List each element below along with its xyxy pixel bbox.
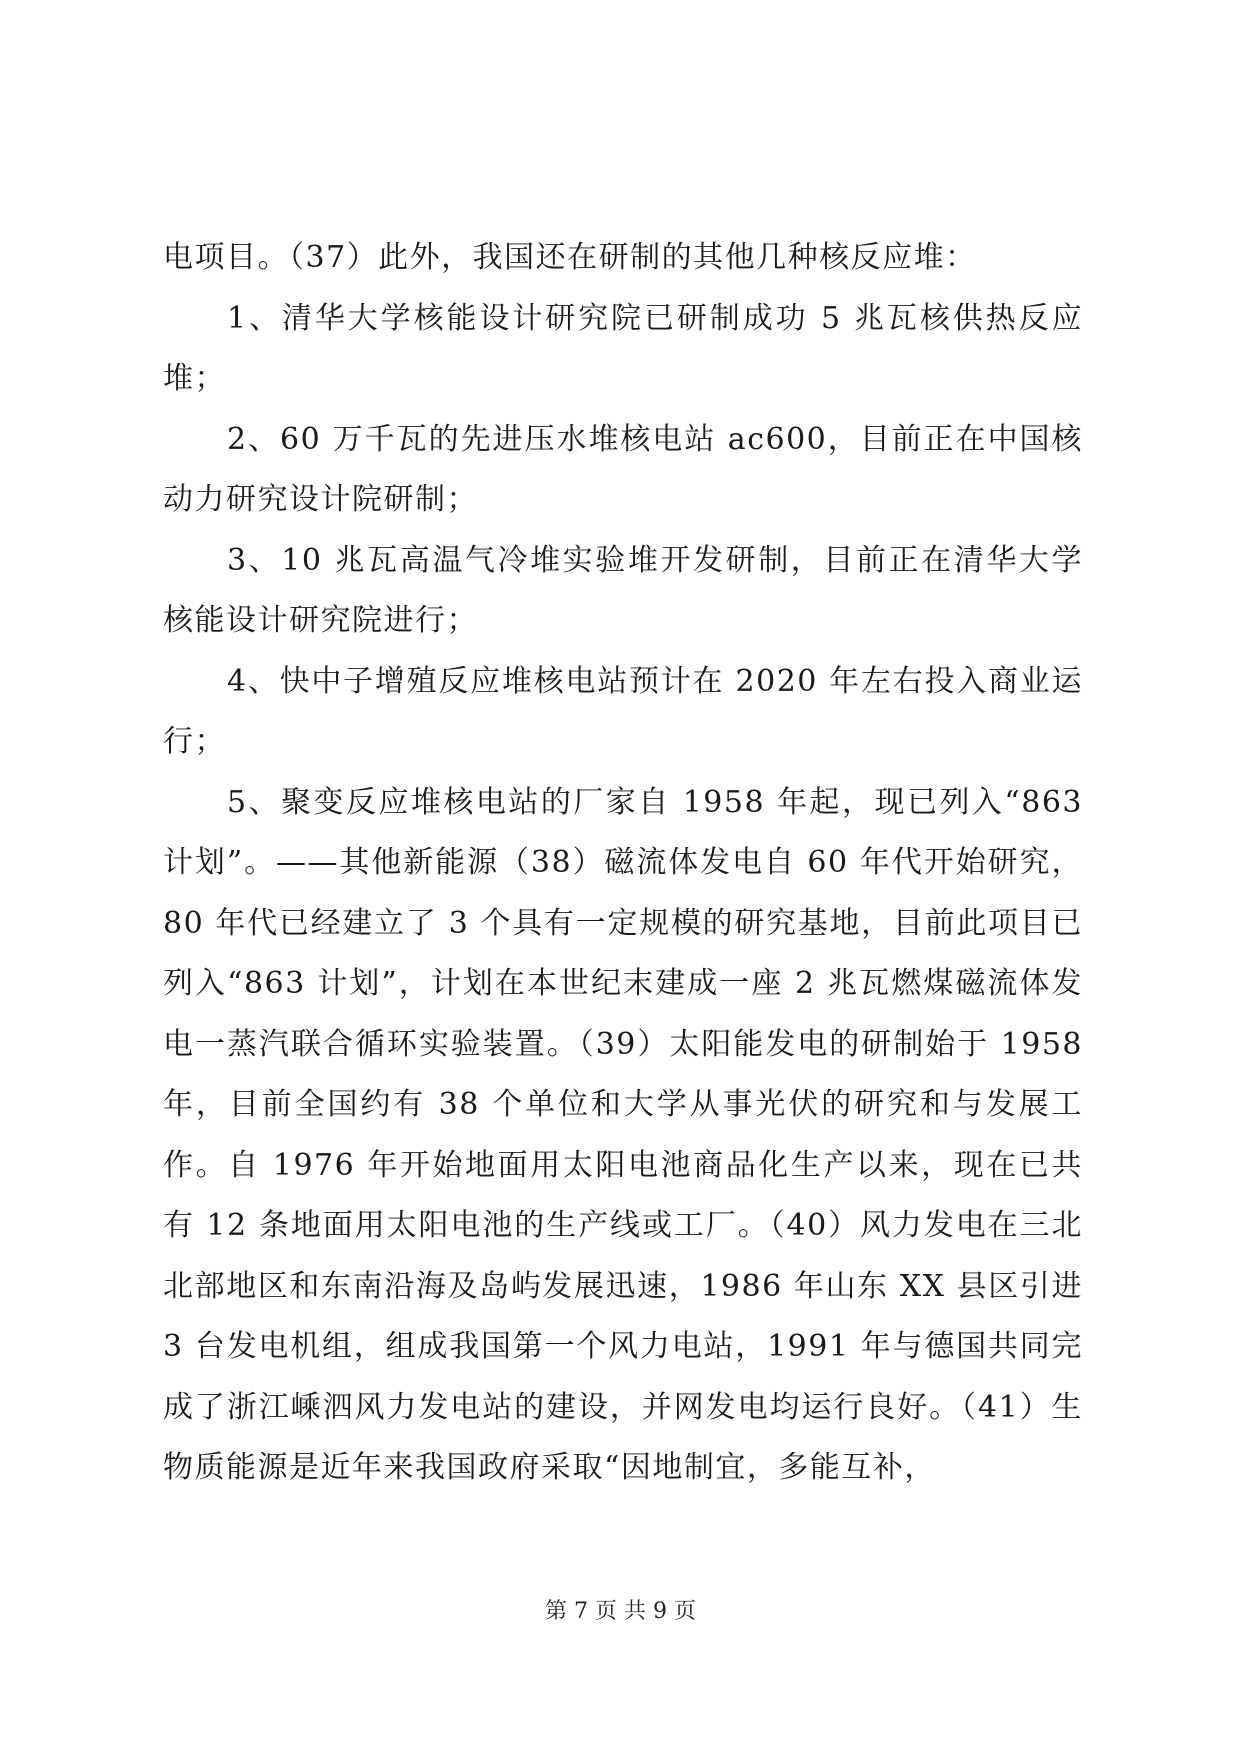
paragraph-1: 电项目。（37）此外，我国还在研制的其他几种核反应堆： [163,240,977,275]
paragraph-4: 3、10 兆瓦高温气冷堆实验堆开发研制，目前正在清华大学核能设计研究院进行； [163,542,1083,638]
paragraph-2: 1、清华大学核能设计研究院已研制成功 5 兆瓦核供热反应堆； [163,300,1083,396]
page-footer: 第 7 页 共 9 页 [545,1599,696,1624]
paragraph-6: 5、聚变反应堆核电站的厂家自 1958 年起，现已列入“863 计划”。——其他新能源（38）磁流体发电自 60 年代开始研究，80 年代已经建立了 3 个具有一定规模的研究基地，目前此项目已列入“863 计划”，计划在本世纪末建成一座 2 兆瓦燃煤磁流体发电一蒸汽联合循环实验装置。（39）太阳能发电的研制始于 1958 年，目前全国约有 38 个单位和大学从事光伏的研究和与发展工作。自 1976 年开始地面用太阳电池商品化生产以来，现在已共有 12 条地面用太阳电池的生产线或工厂。（40）风力发电在三北北部地区和东南沿海及岛屿发展迅速，1986 年山东 XX 县区引进 3 台发电机组，组成我国第一个风力电站，1991 年与德国共同完成了浙江嵊泗风力发电站的建设，并网发电均运行良好。（41）生物质能源是近年来我国政府采取“因地制宜，多能互补， [163,784,1083,1485]
paragraph-5: 4、快中子增殖反应堆核电站预计在 2020 年左右投入商业运行； [163,663,1083,759]
paragraph-3: 2、60 万千瓦的先进压水堆核电站 ac600，目前正在中国核动力研究设计院研制； [163,421,1083,517]
document-body [163,228,1083,1499]
